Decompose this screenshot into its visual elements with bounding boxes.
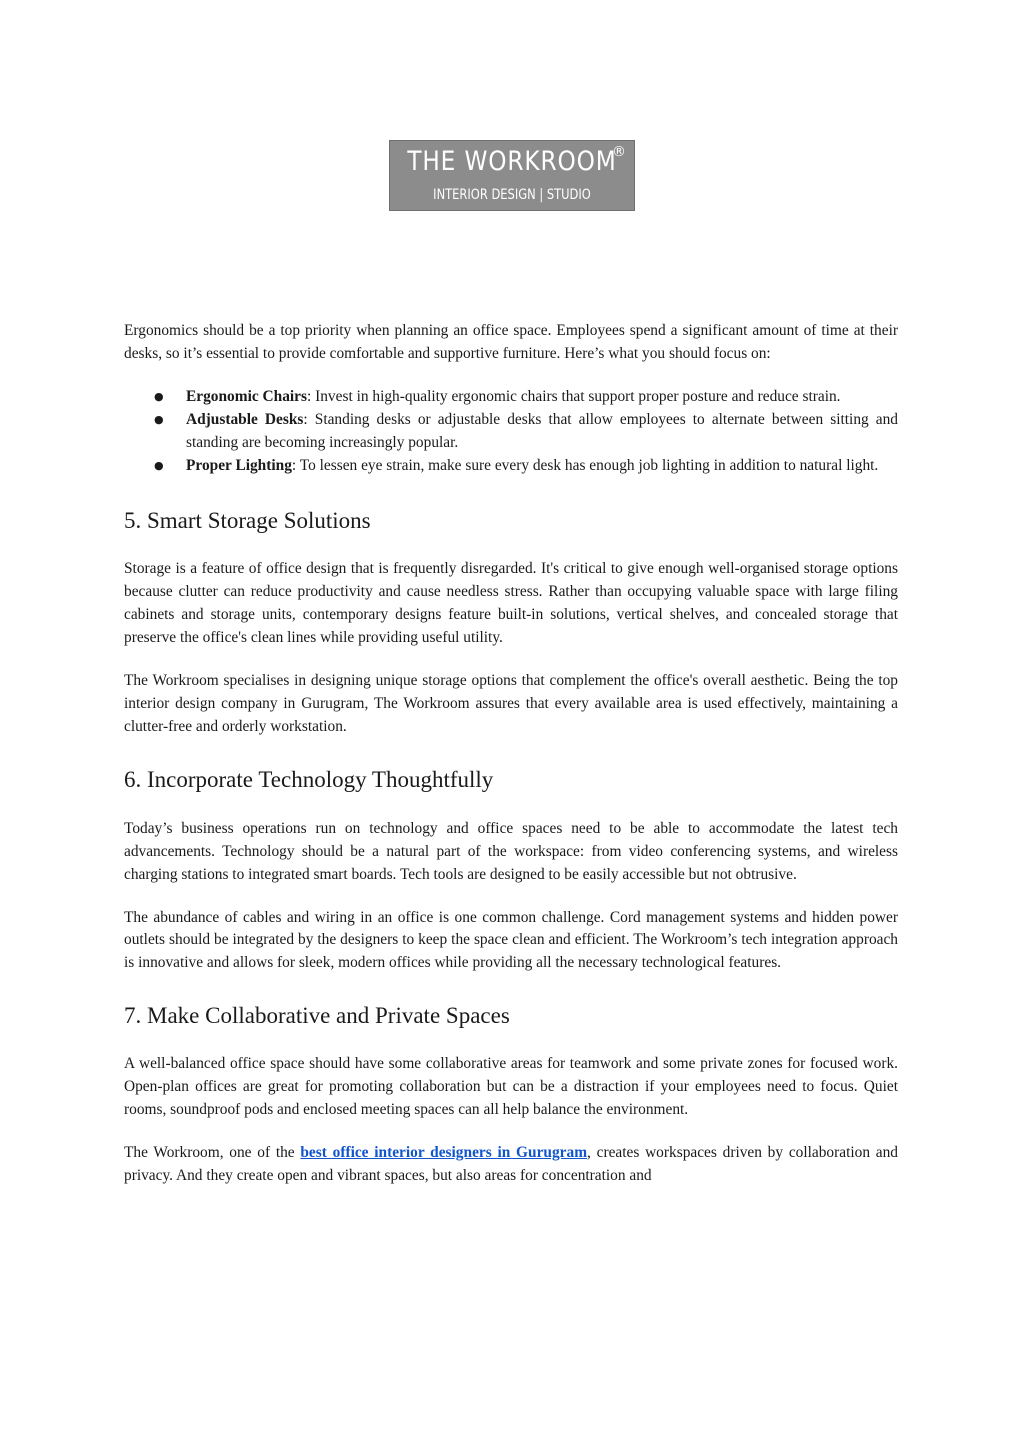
bullet-text: : Standing desks or adjustable desks that allow employees to alternate between sitting and standing are becoming increasingly popular. — [186, 410, 899, 451]
section-heading-storage: 5. Smart Storage Solutions — [124, 508, 371, 534]
technology-paragraph-2: The abundance of cables and wiring in an office is one common challenge. Cord management systems and hidden power outlets should be integrated by the designers to keep the space clean and efficient. The Workroom’s tech integration approach is innovative and allows for sleek, modern offices while providing all the necessary technological features. — [124, 908, 898, 972]
ergonomics-bullet-list — [124, 386, 898, 478]
bullet-term: Proper Lighting — [186, 456, 292, 474]
paragraph-text-before-link: The Workroom, one of the — [124, 1143, 301, 1161]
bullet-item-proper-lighting — [124, 455, 898, 478]
document-body — [124, 320, 898, 1188]
storage-paragraph-2: The Workroom specialises in designing unique storage options that complement the office's overall aesthetic. Being the top interior design company in Gurugram, The Workroom assures that every available area is used effectively, maintaining a clutter-free and orderly workstation. — [124, 672, 898, 735]
bullet-icon: ● — [154, 389, 164, 403]
logo-tagline: INTERIOR DESIGN | STUDIO — [433, 187, 591, 203]
section-heading-technology: 6. Incorporate Technology Thoughtfully — [124, 766, 494, 792]
collaborative-paragraph-1: A well-balanced office space should have some collaborative areas for teamwork and some private zones for focused work. Open-plan offices are great for promoting collaboration but can be a distraction if your employees need to focus. Quiet rooms, soundproof pods and enclosed meeting spaces can all help balance the environment. — [124, 1055, 898, 1119]
registered-trademark-mark: ® — [612, 144, 626, 160]
bullet-icon: ● — [154, 412, 164, 426]
bullet-item-ergonomic-chairs — [124, 386, 898, 409]
best-office-interior-designers-link[interactable]: best office interior designers in Gurugram — [300, 1143, 588, 1161]
paragraph-text-after-link: , creates workspaces driven by collaboration and privacy. And they create open and vibrant spaces, but also areas for concentration and — [124, 1143, 898, 1184]
storage-paragraph-1: Storage is a feature of office design that is frequently disregarded. It's critical to give enough well-organised storage options because clutter can reduce productivity and cause needless stress. Rather than occupying valuable space with large filing cabinets and storage units, contemporary designs feature built-in solutions, vertical shelves, and concealed storage that preserve the office's clean lines while providing useful utility. — [124, 560, 898, 647]
bullet-term: Adjustable Desks — [186, 410, 304, 428]
company-logo — [389, 140, 635, 211]
collaborative-paragraph-2 — [124, 1142, 898, 1188]
bullet-text: : Invest in high-quality ergonomic chairs that support proper posture and reduce strain. — [306, 387, 841, 405]
bullet-term: Ergonomic Chairs — [186, 387, 307, 405]
bullet-text: : To lessen eye strain, make sure every desk has enough job lighting in addition to natural light. — [291, 456, 879, 474]
section-heading-collaborative: 7. Make Collaborative and Private Spaces — [124, 1003, 510, 1029]
bullet-icon: ● — [154, 458, 164, 472]
logo-name: THE WORKROOM — [407, 146, 617, 177]
bullet-item-adjustable-desks — [124, 409, 898, 455]
technology-paragraph-1: Today’s business operations run on technology and office spaces need to be able to accommodate the latest tech advancements. Technology should be a natural part of the workspace: from video conferencing systems, and wireless charging stations to integrated smart boards. Tech tools are designed to be easily accessible but not obtrusive. — [124, 819, 898, 883]
intro-paragraph: Ergonomics should be a top priority when planning an office space. Employees spend a significant amount of time at their desks, so it’s essential to provide comfortable and supportive furniture. Here’s what you should focus on: — [124, 322, 898, 362]
